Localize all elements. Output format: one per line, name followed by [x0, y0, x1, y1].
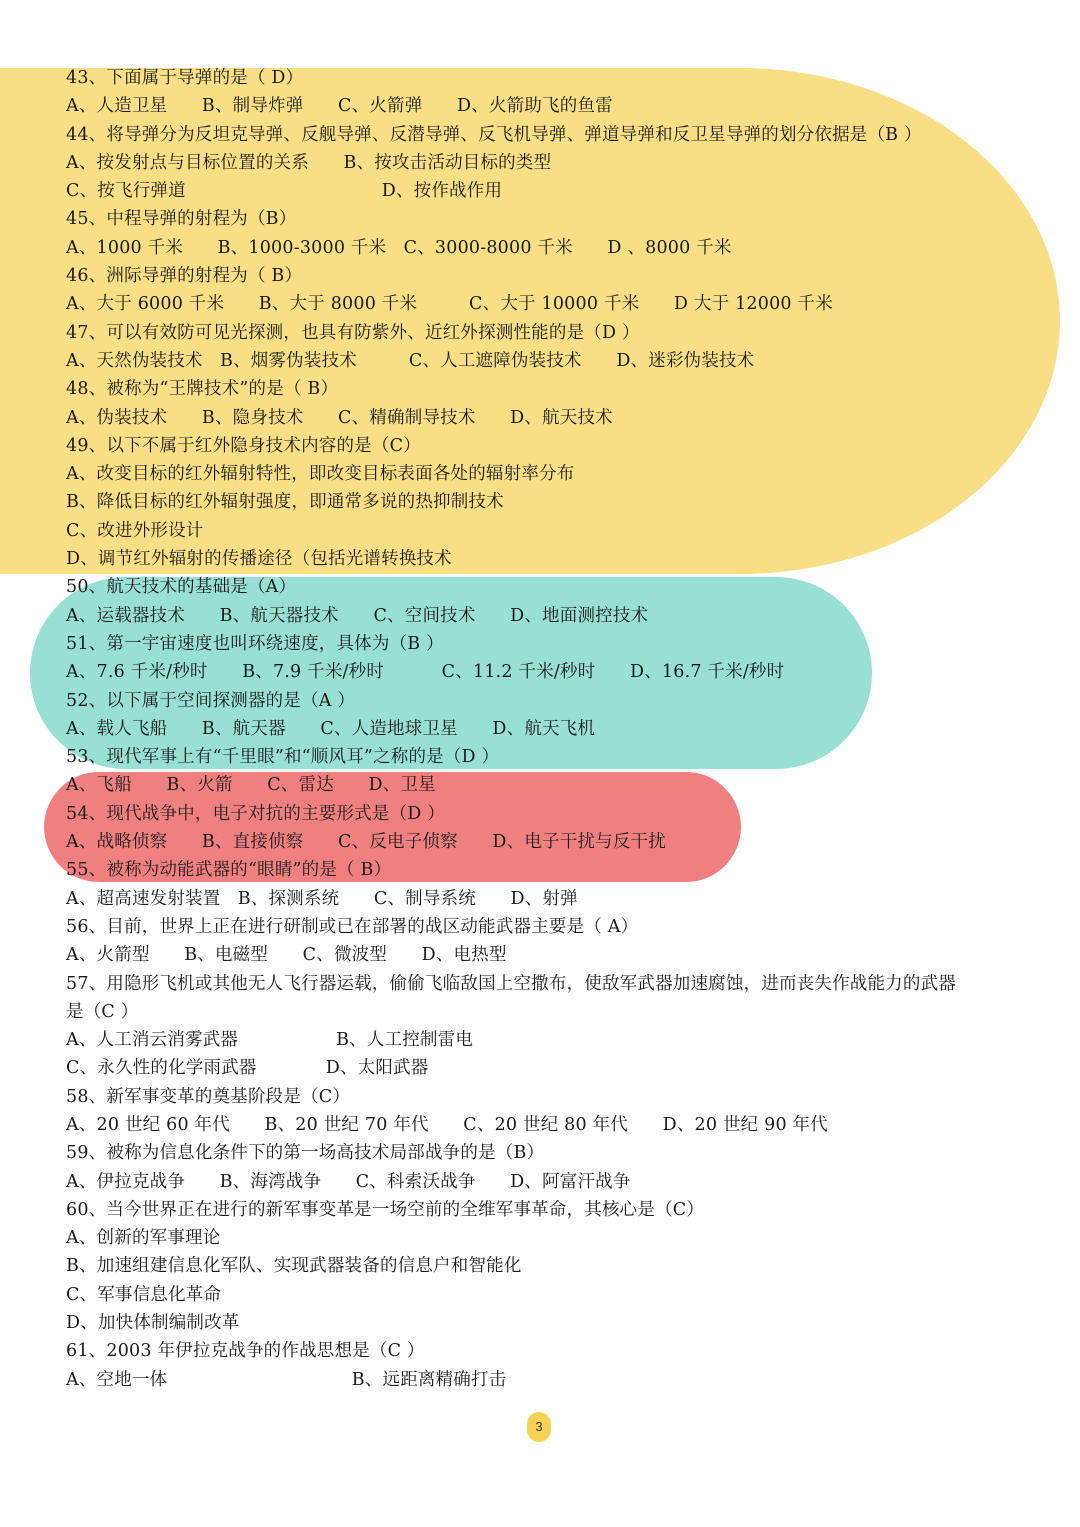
text-line: A、大于 6000 千米 B、大于 8000 千米 C、大于 10000 千米 D 大于 12000 千米 [66, 294, 833, 315]
text-line: 60、当今世界正在进行的新军事变革是一场空前的全维军事革命，其核心是（C） [66, 1199, 705, 1220]
text-line: A、战略侦察 B、直接侦察 C、反电子侦察 D、电子干扰与反干扰 [66, 832, 666, 853]
text-line: A、天然伪装技术 B、烟雾伪装技术 C、人工遮障伪装技术 D、迷彩伪装技术 [66, 350, 755, 371]
text-line: D、调节红外辐射的传播途径（包括光谱转换技术 [66, 549, 452, 570]
page-number: 3 [527, 1412, 551, 1442]
question-list [66, 64, 1040, 1394]
text-line: A、超高速发射装置 B、探测系统 C、制导系统 D、射弹 [66, 888, 578, 909]
text-line: D、加快体制编制改革 [66, 1313, 240, 1334]
text-line: C、军事信息化革命 [66, 1284, 222, 1305]
text-line: C、按飞行弹道 D、按作战作用 [66, 181, 503, 202]
text-line: 61、2003 年伊拉克战争的作战思想是（C ） [66, 1341, 425, 1362]
text-line: 52、以下属于空间探测器的是（A ） [66, 690, 356, 711]
text-line: A、7.6 千米/秒时 B、7.9 千米/秒时 C、11.2 千米/秒时 D、16.7 千米/秒时 [66, 662, 785, 683]
text-line: A、伊拉克战争 B、海湾战争 C、科索沃战争 D、阿富汗战争 [66, 1171, 631, 1192]
text-line: 54、现代战争中，电子对抗的主要形式是（D ） [66, 803, 445, 824]
text-line: A、1000 千米 B、1000-3000 千米 C、3000-8000 千米 D 、8000 千米 [66, 237, 732, 258]
text-line: C、改进外形设计 [66, 520, 204, 541]
text-line: A、运载器技术 B、航天器技术 C、空间技术 D、地面测控技术 [66, 605, 649, 626]
text-line: 47、可以有效防可见光探测，也具有防紫外、近红外探测性能的是（D ） [66, 322, 640, 343]
text-line: A、空地一体 B、远距离精确打击 [66, 1369, 507, 1390]
text-line: 48、被称为“王牌技术”的是（ B） [66, 379, 339, 400]
text-line: 43、下面属于导弹的是（ D） [66, 68, 304, 88]
text-line: 50、航天技术的基础是（A） [66, 577, 297, 598]
text-line: 58、新军事变革的奠基阶段是（C） [66, 1086, 351, 1107]
text-line: A、火箭型 B、电磁型 C、微波型 D、电热型 [66, 945, 507, 966]
text-line: A、人造卫星 B、制导炸弹 C、火箭弹 D、火箭助飞的鱼雷 [66, 96, 613, 117]
text-line: B、加速组建信息化军队、实现武器装备的信息户和智能化 [66, 1256, 522, 1277]
text-line: 57、用隐形飞机或其他无人飞行器运载，偷偷飞临敌国上空撒布，使敌军武器加速腐蚀，进而丧失作战能力的武器 [66, 973, 956, 994]
text-line: 55、被称为动能武器的“眼睛”的是（ B） [66, 860, 392, 881]
text-line: A、创新的军事理论 [66, 1228, 221, 1249]
text-line: 45、中程导弹的射程为（B） [66, 209, 297, 230]
text-line: 56、目前，世界上正在进行研制或已在部署的战区动能武器主要是（ A） [66, 916, 639, 937]
text-line: B、降低目标的红外辐射强度，即通常多说的热抑制技术 [66, 492, 504, 513]
text-line: A、飞船 B、火箭 C、雷达 D、卫星 [66, 775, 436, 796]
text-line: C、永久性的化学雨武器 D、太阳武器 [66, 1058, 429, 1079]
text-line: 49、以下不属于红外隐身技术内容的是（C） [66, 435, 421, 456]
text-line: 51、第一宇宙速度也叫环绕速度，具体为（B ） [66, 633, 444, 654]
text-line: A、载人飞船 B、航天器 C、人造地球卫星 D、航天飞机 [66, 718, 596, 739]
text-line: 是（C ） [66, 1001, 139, 1022]
text-line: 59、被称为信息化条件下的第一场高技术局部战争的是（B） [66, 1143, 545, 1164]
text-line: A、按发射点与目标位置的关系 B、按攻击活动目标的类型 [66, 152, 552, 173]
text-line: 44、将导弹分为反坦克导弹、反舰导弹、反潜导弹、反飞机导弹、弹道导弹和反卫星导弹的划分依据是（B ） [66, 124, 922, 145]
text-line: A、20 世纪 60 年代 B、20 世纪 70 年代 C、20 世纪 80 年代 D、20 世纪 90 年代 [66, 1114, 828, 1135]
text-line: A、改变目标的红外辐射特性，即改变目标表面各处的辐射率分布 [66, 464, 575, 485]
text-line: 46、洲际导弹的射程为（ B） [66, 266, 303, 287]
text-line: 53、现代军事上有“千里眼”和“顺风耳”之称的是（D ） [66, 747, 500, 768]
text-line: A、伪装技术 B、隐身技术 C、精确制导技术 D、航天技术 [66, 407, 613, 428]
text-line: A、人工消云消雾武器 B、人工控制雷电 [66, 1030, 474, 1051]
